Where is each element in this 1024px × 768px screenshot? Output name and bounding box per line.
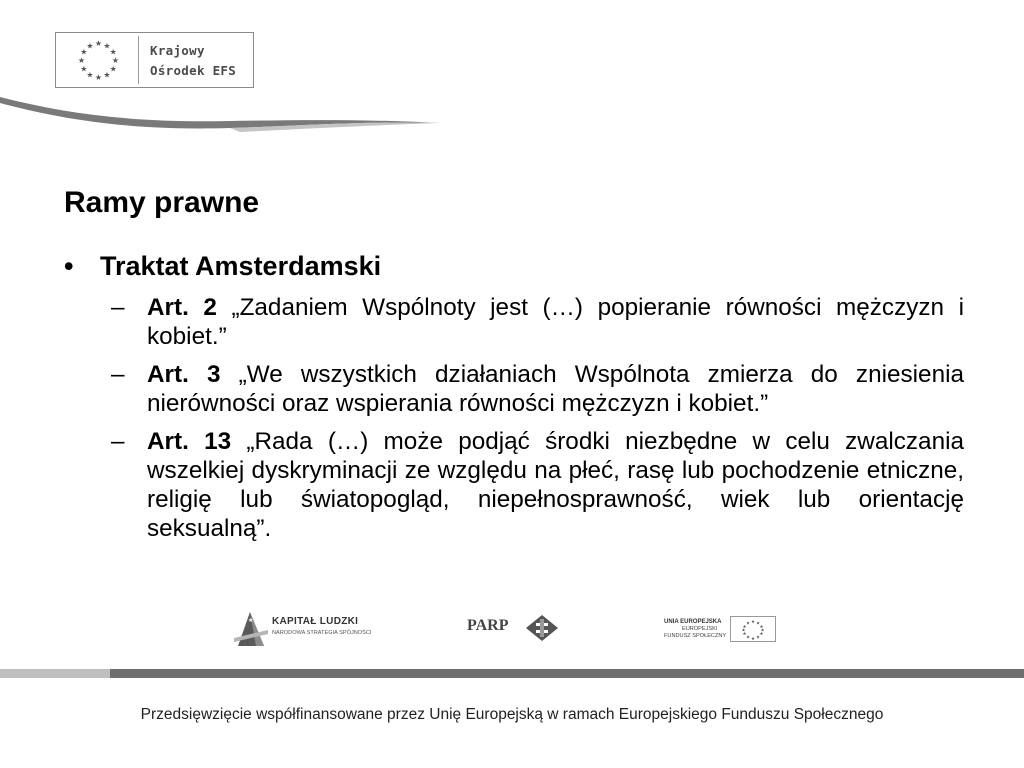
article-label: Art. 3 <box>147 361 221 388</box>
ue-line-3: FUNDUSZ SPOŁECZNY <box>664 633 727 639</box>
article-list <box>111 293 964 552</box>
svg-text:★: ★ <box>103 70 111 80</box>
svg-text:★: ★ <box>760 627 765 633</box>
ue-line-2: EUROPEJSKI <box>682 626 718 632</box>
svg-text:★: ★ <box>248 618 254 624</box>
svg-text:★: ★ <box>103 41 111 51</box>
footer-band-light <box>0 669 110 678</box>
svg-text:★: ★ <box>759 623 764 629</box>
header-swoosh <box>0 95 450 140</box>
svg-text:★: ★ <box>109 47 117 57</box>
footer-band-dark <box>110 669 1024 678</box>
ue-line-1: UNIA EUROPEJSKA <box>664 619 722 625</box>
svg-text:★: ★ <box>109 64 117 74</box>
svg-text:★: ★ <box>80 64 88 74</box>
krajowy-osrodek-efs-logo <box>55 32 254 88</box>
kapital-ludzki-title: KAPITAŁ LUDZKI <box>272 616 359 627</box>
svg-text:★: ★ <box>750 636 756 641</box>
logo-line-1: Krajowy <box>150 43 205 58</box>
article-item <box>111 427 964 543</box>
logo-line-2: Ośrodek EFS <box>150 63 237 78</box>
footer-text: Przedsięwzięcie współfinansowane przez Unię Europejską w ramach Europejskiego Funduszu Społecznego <box>140 706 884 723</box>
slide-title: Ramy prawne <box>64 186 260 219</box>
article-text: „Rada (…) może podjąć środki niezbędne w celu zwalczania wszelkiej dyskryminacji ze względu na płeć, rasę lub pochodzenie etniczne, religię lub światopogląd, niepełnosprawność, wiek lub orientację seksualną”. <box>147 428 964 542</box>
svg-text:★: ★ <box>755 634 761 640</box>
bullet-symbol: • <box>64 251 74 281</box>
dash-symbol: – <box>111 294 125 321</box>
svg-text:★: ★ <box>86 41 94 51</box>
eu-flag-small-icon <box>730 616 776 642</box>
svg-text:★: ★ <box>94 39 103 48</box>
svg-text:★: ★ <box>745 634 751 640</box>
svg-text:★: ★ <box>755 620 761 626</box>
kapital-ludzki-logo <box>234 608 394 648</box>
article-label: Art. 13 <box>147 428 232 455</box>
bullet-text: Traktat Amsterdamski <box>100 251 382 281</box>
svg-text:★: ★ <box>94 73 103 82</box>
parp-logo-text: PARP <box>467 617 509 634</box>
dash-symbol: – <box>111 428 125 455</box>
bullet-heading <box>64 251 381 282</box>
article-item <box>111 293 964 351</box>
article-text: „We wszystkich działaniach Wspólnota zmierza do zniesienia nierówności oraz wspierania równości mężczyzn i kobiet.” <box>147 361 964 417</box>
svg-text:★: ★ <box>741 627 746 633</box>
parp-mark-icon <box>526 615 558 641</box>
ue-efs-logo <box>662 614 782 644</box>
svg-text:★: ★ <box>77 56 86 65</box>
kapital-ludzki-subtitle: NARODOWA STRATEGIA SPÓJNOŚCI <box>272 630 372 636</box>
svg-text:★: ★ <box>742 631 747 637</box>
dash-symbol: – <box>111 361 125 388</box>
svg-text:★: ★ <box>745 620 751 626</box>
svg-text:★: ★ <box>80 47 88 57</box>
svg-text:★: ★ <box>86 70 94 80</box>
article-text: „Zadaniem Wspólnoty jest (…) popieranie równości mężczyzn i kobiet.” <box>147 294 964 350</box>
svg-text:★: ★ <box>742 623 747 629</box>
svg-text:★: ★ <box>759 631 764 637</box>
svg-text:★: ★ <box>111 56 120 65</box>
kapital-ludzki-mark-icon <box>234 608 268 648</box>
article-item <box>111 360 964 418</box>
article-label: Art. 2 <box>147 294 217 321</box>
partner-logos <box>0 600 1024 660</box>
svg-text:★: ★ <box>750 619 756 624</box>
logo-text <box>150 41 236 81</box>
eu-flag-icon <box>59 36 139 84</box>
